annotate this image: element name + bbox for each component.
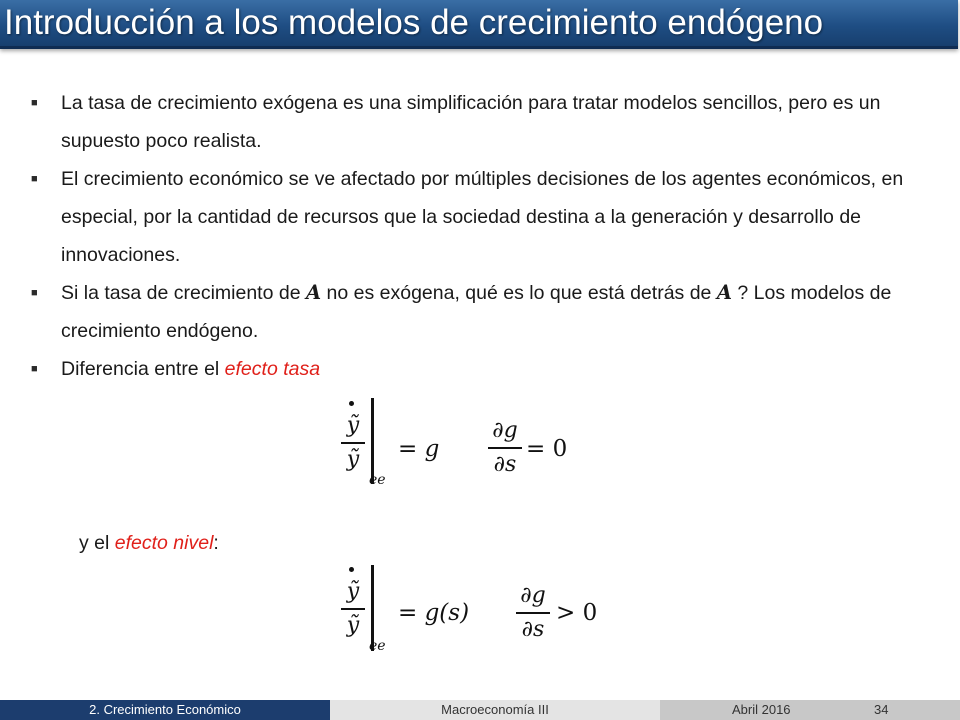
fraction-line — [341, 608, 365, 610]
fraction-line — [516, 612, 550, 614]
page-number: 34 — [874, 702, 889, 717]
partial-denominator: ∂s — [493, 451, 517, 477]
efecto-nivel-highlight: efecto nivel — [114, 532, 214, 554]
variable-A: A — [716, 281, 732, 304]
square-bullet-icon: ■ — [31, 287, 38, 299]
steady-state-subscript: ee — [369, 638, 386, 654]
partial-derivative-fraction — [516, 582, 550, 644]
fraction-line — [488, 447, 522, 449]
bullet-text-part: Si la tasa de crecimiento de — [61, 282, 306, 304]
bullet-text-part: ? Los modelos de crecimiento endógeno. — [61, 282, 892, 342]
efecto-tasa-highlight: efecto tasa — [224, 358, 321, 380]
steady-state-subscript: ee — [369, 472, 386, 488]
fraction-numerator: ỹ — [346, 579, 360, 604]
square-bullet-icon: ■ — [31, 173, 38, 185]
bullet-item — [30, 160, 930, 274]
growth-fraction — [341, 578, 365, 640]
slide-title: Introducción a los modelos de crecimiento endógeno — [4, 3, 824, 42]
square-bullet-icon: ■ — [31, 363, 38, 375]
equation-rhs: = g(s) — [398, 600, 470, 626]
partial-denominator: ∂s — [521, 616, 545, 642]
level-text-part: : — [213, 532, 219, 554]
footer-course: Macroeconomía III — [330, 700, 660, 720]
footer-section: 2. Crecimiento Económico — [0, 700, 330, 720]
square-bullet-icon: ■ — [31, 97, 38, 109]
bullet-text: El crecimiento económico se ve afectado por múltiples decisiones de los agentes económicos, en especial, por la cantidad de recursos que la sociedad destina a la generación y desarrollo de innovaciones. — [61, 168, 904, 266]
growth-fraction — [341, 412, 365, 474]
fraction-denominator: ỹ — [346, 446, 360, 472]
partial-derivative-rhs: > 0 — [556, 600, 598, 626]
level-text-part: y el — [79, 532, 115, 554]
efecto-nivel-line — [79, 532, 219, 555]
bullet-text-part: no es exógena, qué es lo que está detrás de — [321, 282, 717, 304]
fraction-line — [341, 442, 365, 444]
equation-rhs: = g — [398, 436, 440, 462]
bullet-list — [30, 84, 930, 388]
bullet-item — [30, 350, 930, 388]
fraction-denominator: ỹ — [346, 612, 360, 638]
partial-derivative-rhs: = 0 — [526, 436, 568, 462]
footer — [0, 700, 960, 720]
title-bar — [0, 0, 958, 49]
variable-A: A — [305, 281, 322, 304]
time-derivative-dot — [349, 401, 354, 406]
partial-numerator: ∂g — [520, 583, 546, 608]
time-derivative-dot — [349, 567, 354, 572]
bullet-item — [30, 84, 930, 160]
partial-numerator: ∂g — [492, 418, 518, 443]
footer-date: Abril 2016 — [732, 702, 791, 717]
footer-right — [660, 700, 960, 720]
bullet-text: La tasa de crecimiento exógena es una simplificación para tratar modelos sencillos, pero es un supuesto poco realista. — [61, 92, 881, 152]
bullet-item — [30, 274, 930, 350]
partial-derivative-fraction — [488, 417, 522, 479]
fraction-numerator: ỹ — [346, 413, 360, 438]
bullet-text-part: Diferencia entre el — [61, 358, 225, 380]
